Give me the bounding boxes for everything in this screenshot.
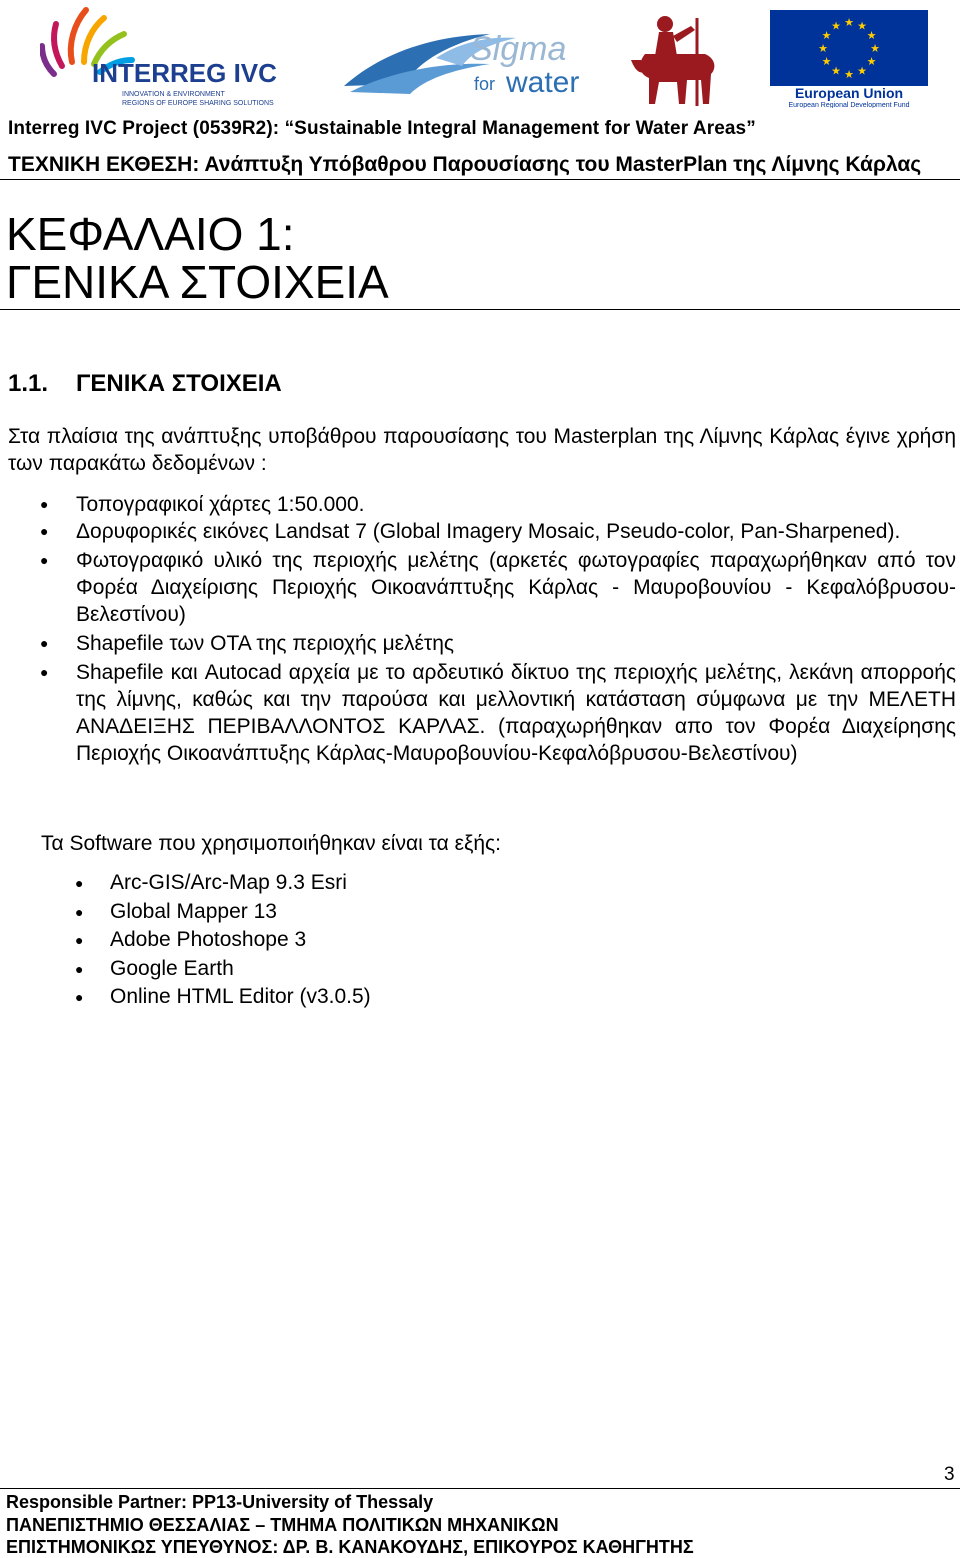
eu-star-icon: ★ bbox=[857, 20, 867, 33]
section-number: 1.1. bbox=[8, 370, 49, 397]
interreg-title: INTERREG IVC bbox=[92, 58, 277, 88]
section-title: ΓΕΝΙΚΑ ΣΤΟΙΧΕΙΑ bbox=[76, 370, 282, 397]
data-sources-list bbox=[40, 491, 956, 767]
bullet-icon: ● bbox=[40, 523, 49, 539]
bullet-icon: ● bbox=[75, 875, 84, 891]
bullet-icon: ● bbox=[40, 664, 49, 680]
centaur-icon bbox=[631, 16, 714, 104]
list-item bbox=[40, 659, 956, 767]
eu-title: European Union bbox=[794, 85, 904, 101]
list-item bbox=[75, 955, 710, 984]
list-item bbox=[40, 518, 956, 545]
chapter-title bbox=[6, 210, 389, 306]
eu-star-icon: ★ bbox=[857, 65, 867, 78]
report-title-line: ΤΕΧΝΙΚΗ ΕΚΘΕΣΗ: Ανάπτυξη Υπόβαθρου Παρουσίασης του MasterPlan της Λίμνης Κάρλας bbox=[8, 153, 922, 176]
list-item bbox=[40, 491, 956, 518]
interreg-ivc-logo bbox=[40, 4, 300, 110]
footer-supervisor-line: ΕΠΙΣΤΗΜΟΝΙΚΩΣ ΥΠΕΥΘΥΝΟΣ: ΔΡ. Β. ΚΑΝΑΚΟΥΔΗΣ, ΕΠΙΚΟΥΡΟΣ ΚΑΘΗΓΗΤΗΣ bbox=[6, 1537, 694, 1557]
list-item bbox=[75, 983, 710, 1012]
list-item-text: Shapefile και Autocad αρχεία με το αρδευτικό δίκτυο της περιοχής μελέτης, λεκάνη απορροής της λίμνης, καθώς και την παρούσα και μελλοντική κατάσταση σύμφωνα με την ΜΕΛΕΤΗ ΑΝΑΔΕΙΞΗΣ ΠΕΡΙΒΑΛΛΟΝΤΟΣ ΚΑΡΛΑΣ. (παραχωρήθηκαν απο τον Φορέα Διαχείρησης Περιοχής Οικοανάπτυξης Κάρλας-Μαυροβουνίου-Κεφαλόβρυσου-Βελεστίνου) bbox=[76, 661, 956, 765]
university-of-thessaly-centaur-logo bbox=[625, 10, 720, 108]
eu-star-icon: ★ bbox=[844, 69, 854, 81]
list-item bbox=[75, 898, 710, 927]
list-item-text: Google Earth bbox=[110, 956, 234, 980]
bullet-icon: ● bbox=[75, 989, 84, 1005]
sigma-word: Sigma bbox=[470, 30, 567, 68]
section-heading bbox=[8, 370, 282, 398]
bullet-icon: ● bbox=[75, 960, 84, 977]
bullet-icon: ● bbox=[40, 496, 49, 512]
eu-star-icon: ★ bbox=[818, 43, 828, 55]
software-intro: Τα Software που χρησιμοποιήθηκαν είναι τα εξής: bbox=[41, 832, 501, 855]
bullet-icon: ● bbox=[40, 635, 49, 651]
eu-star-icon: ★ bbox=[821, 30, 832, 42]
sigma-for-word: for bbox=[474, 74, 496, 94]
bullet-icon: ● bbox=[40, 552, 49, 568]
list-item-text: Adobe Photoshope 3 bbox=[110, 928, 307, 951]
chapter-title-line2: ΓΕΝΙΚΑ ΣΤΟΙΧΕΙΑ bbox=[6, 256, 389, 308]
software-list bbox=[75, 869, 710, 1012]
list-item bbox=[40, 547, 956, 628]
list-item-text: Global Mapper 13 bbox=[110, 899, 277, 923]
chapter-title-line1: ΚΕΦΑΛΑΙΟ 1: bbox=[6, 208, 295, 260]
eu-star-icon: ★ bbox=[870, 43, 880, 55]
european-union-flag-logo bbox=[768, 10, 930, 108]
list-item-text: Δορυφορικές εικόνες Landsat 7 (Global Imagery Mosaic, Pseudo-color, Pan-Sharpened). bbox=[76, 520, 901, 543]
bullet-icon: ● bbox=[75, 903, 84, 920]
footer-department-line: ΠΑΝΕΠΙΣΤΗΜΙΟ ΘΕΣΣΑΛΙΑΣ – ΤΜΗΜΑ ΠΟΛΙΤΙΚΩΝ ΜΗΧΑΝΙΚΩΝ bbox=[6, 1515, 559, 1535]
eu-star-icon: ★ bbox=[831, 65, 841, 78]
header-divider bbox=[0, 179, 960, 180]
list-item-text: Online HTML Editor (v3.0.5) bbox=[110, 985, 371, 1008]
interreg-sub2: REGIONS OF EUROPE SHARING SOLUTIONS bbox=[122, 100, 274, 107]
eu-star-icon: ★ bbox=[866, 56, 877, 68]
sigma-water-word: water bbox=[506, 66, 580, 99]
list-item bbox=[75, 926, 710, 955]
bullet-icon: ● bbox=[75, 932, 84, 948]
eu-star-icon: ★ bbox=[866, 30, 877, 42]
project-header-line: Interreg IVC Project (0539R2): “Sustainable Integral Management for Water Areas” bbox=[8, 118, 756, 139]
logo-bar bbox=[0, 0, 960, 115]
sigma-for-water-logo bbox=[340, 14, 610, 100]
list-item-text: Arc-GIS/Arc-Map 9.3 Esri bbox=[110, 871, 347, 894]
list-item-text: Shapefile των ΟΤΑ της περιοχής μελέτης bbox=[76, 632, 454, 655]
list-item bbox=[75, 869, 710, 898]
eu-star-icon: ★ bbox=[821, 56, 832, 68]
eu-star-icon: ★ bbox=[844, 17, 854, 29]
list-item bbox=[40, 630, 956, 657]
chapter-divider bbox=[0, 309, 960, 310]
list-item-text: Τοπογραφικοί χάρτες 1:50.000. bbox=[76, 493, 365, 516]
footer-partner-line: Responsible Partner: PP13-University of Thessaly bbox=[6, 1492, 434, 1512]
intro-paragraph: Στα πλαίσια της ανάπτυξης υποβάθρου παρουσίασης του Masterplan της Λίμνης Κάρλας έγινε χρήση των παρακάτω δεδομένων : bbox=[8, 425, 956, 475]
eu-star-icon: ★ bbox=[831, 20, 841, 33]
page-number: 3 bbox=[944, 1464, 955, 1485]
interreg-sub1: INNOVATION & ENVIRONMENT bbox=[122, 91, 225, 98]
footer-divider bbox=[0, 1488, 960, 1489]
list-item-text: Φωτογραφικό υλικό της περιοχής μελέτης (αρκετές φωτογραφίες παραχωρήθηκαν από τον Φορέα Διαχείρισης Περιοχής Οικοανάπτυξης Κάρλας - Μαυροβουνίου - Κεφαλόβρυσου-Βελεστίνου) bbox=[76, 549, 956, 626]
eu-subtitle: European Regional Development Fund bbox=[788, 102, 910, 108]
